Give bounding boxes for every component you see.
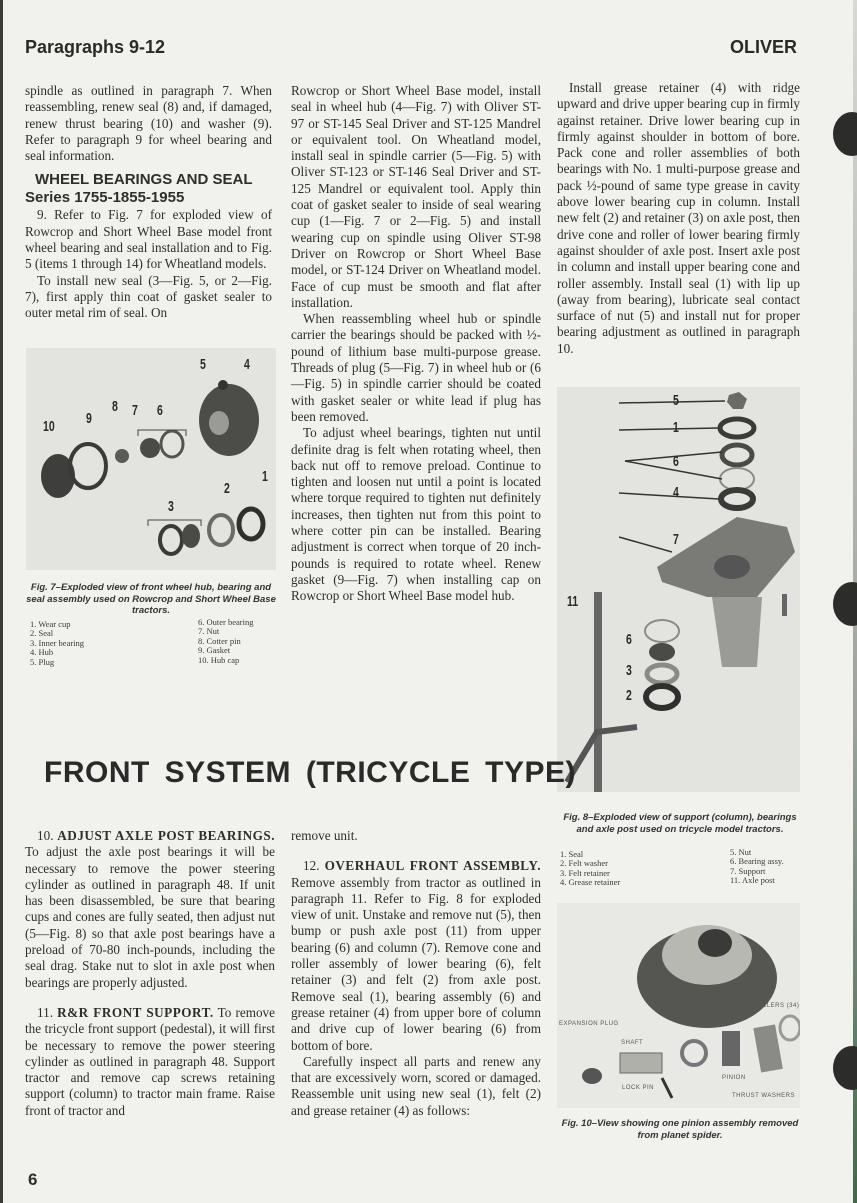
binder-hole-3 [833, 1046, 857, 1090]
column-2-text [291, 83, 541, 605]
legend-item: 1. Seal [560, 849, 584, 859]
legend-item: 4. Hub [30, 647, 54, 658]
paragraph-adjust: To adjust wheel bearings, tighten nut until definite drag is felt when rotating wheel, then back nut off to remove preload. Continue to tighten and loosen nut until a point is located where torque required to tighten nut definitely increases, then tighten nut from this point to where cotter pin can be installed. Bearing adjustment is correct when torque of 20 inch-pounds is required to rotate wheel. Renew gasket (9—Fig. 7) when installing cap on Rowcrop or Short Wheel Base model hub. [291, 425, 541, 604]
callout-4: 4 [244, 356, 250, 373]
legend-item: 9. Gasket [198, 645, 231, 656]
paragraph-number: 10. [37, 828, 54, 843]
paragraph-body: To remove the tricycle front support (pedestal), it will first be necessary to remove the power steering cylinder as outlined in paragraph 48. Support tractor and remove cap screws retaining support (column) to tractor main frame. Raise front of tractor and [25, 1004, 275, 1118]
binder-hole-2 [833, 582, 857, 626]
figure-8-legend-left [560, 850, 620, 888]
paragraph-11 [25, 1005, 275, 1119]
legend-item: 6. Bearing assy. [730, 856, 784, 867]
callout-7: 7 [132, 402, 138, 419]
legend-item: 6. Outer bearing [198, 617, 254, 627]
legend-item: 2. Seal [30, 628, 54, 639]
figure-7-legend-right [198, 618, 253, 665]
callout-6: 6 [673, 453, 679, 470]
callout-3: 3 [168, 498, 174, 515]
page-left-edge [0, 0, 3, 1203]
figure-8-caption: Fig. 8–Exploded view of support (column), bearings and axle post used on tricycle model tractors. [563, 812, 797, 835]
paragraph-continuation: remove unit. [291, 828, 358, 843]
label-shaft: SHAFT [621, 1040, 644, 1046]
running-header-right: OLIVER [730, 37, 798, 57]
legend-item: 10. Hub cap [198, 654, 240, 665]
legend-item: 8. Cotter pin [198, 635, 241, 646]
paragraph-seal-install: Rowcrop or Short Wheel Base model, install seal in wheel hub (4—Fig. 7) with Oliver ST-97 or ST-145 Seal Driver and ST-125 Mandrel or equivalent tool. On Wheatland model, install seal in spindle carrier (5—Fig. 5) with Oliver ST-123 or ST-146 Seal Driver and ST-125 Mandrel or equivalent tool. Apply thin coat of gasket sealer to inside of seal wearing cup (1—Fig. 7 or 2—Fig. 5) and install wearing cup on spindle using Oliver ST-98 Driver on Rowcrop or Short Wheel Base model, or ST-124 Driver on Wheatland model. Face of cup must be smooth and flat after installation. [291, 83, 541, 310]
binder-hole-1 [833, 112, 857, 156]
label-pinion: PINION [722, 1075, 746, 1081]
callout-3: 3 [626, 662, 632, 679]
paragraph-grease-retainer: Install grease retainer (4) with ridge upward and drive upper bearing cup in firmly against retainer. Drive lower bearing cup in firmly against shoulder in bottom of bore. Pack cone and roller assemblies of both bearings with No. 1 multi-purpose grease and pack ½-pound of same type grease in cavity above lower bearing cup in column. Install new felt (2) and retainer (3) on axle post, then drive cone and roller of lower bearing firmly against shoulder of axle post. Insert axle post in column and install upper bearing cone and roller assembly. Install seal (1) with lip up (away from bearing), lubricate seal contact surface of nut (5) and install nut for proper bearing adjustment as outlined in paragraph 10. [557, 80, 800, 356]
bottom-column-2-text [291, 828, 541, 1119]
running-header-left: Paragraphs 9-12 [25, 37, 166, 57]
column-3-text [557, 80, 800, 357]
figure-7-legend-left [30, 620, 84, 667]
figure-8-image [557, 387, 800, 792]
callout-9: 9 [86, 410, 92, 427]
paragraph-12 [291, 858, 541, 1054]
label-expansion-plug: EXPANSION PLUG [559, 1021, 619, 1027]
column-1-text [25, 83, 272, 322]
legend-item: 2. Felt washer [560, 858, 608, 869]
legend-item: 7. Support [730, 865, 766, 876]
figure-8-legend-right [730, 848, 784, 886]
page-number: 6 [28, 1170, 38, 1189]
paragraph-title: R&R FRONT SUPPORT. [57, 1004, 214, 1020]
callout-6: 6 [157, 402, 163, 419]
callout-5: 5 [673, 392, 679, 409]
callout-6-lower: 6 [626, 631, 632, 648]
legend-item: 3. Felt retainer [560, 867, 610, 878]
figure-10-caption: Fig. 10–View showing one pinion assembly removed from planet spider. [561, 1118, 799, 1141]
legend-item: 4. Grease retainer [560, 877, 621, 888]
callout-8: 8 [112, 398, 118, 415]
legend-item: 3. Inner bearing [30, 637, 85, 648]
paragraph-intro: spindle as outlined in paragraph 7. When reassembling, renew seal (8) and, if damaged, renew thrust bearing (10) and washer (9). Refer to paragraph 9 for wheel bearing and seal information. [25, 83, 272, 164]
section-subtitle: Series 1755-1855-1955 [25, 189, 185, 207]
callout-7: 7 [673, 531, 679, 548]
callout-4: 4 [673, 484, 679, 501]
paragraph-number: 11. [37, 1004, 53, 1020]
label-thrust-washers: THRUST WASHERS [732, 1093, 796, 1099]
section-title: WHEEL BEARINGS AND SEAL [35, 171, 253, 189]
label-lock-pin: LOCK PIN [622, 1085, 655, 1091]
label-rollers: ROLLERS (34) [753, 1003, 800, 1009]
legend-item: 5. Nut [730, 847, 752, 857]
paragraph-10 [25, 828, 275, 991]
callout-5: 5 [200, 356, 206, 373]
legend-item: 11. Axle post [730, 875, 775, 886]
bottom-column-1-text [25, 828, 275, 1119]
callout-1: 1 [262, 468, 268, 485]
figure-10-image [557, 903, 800, 1108]
paragraph-body: Remove assembly from tractor as outlined in paragraph 11. Refer to Fig. 8 for exploded view of unit. Unstake and remove nut (5), then bump or push axle post (11) from upper bearing (6) and column (7). Remove cone and roller assembly of lower bearing (6), felt retainer (3) and felt (2) from axle post. Remove seal (1), bearing assembly (6) and grease retainer (4) from upper bore of column and drive cup of lower bearing (6) from bottom of bore. [291, 874, 541, 1053]
callout-2: 2 [626, 687, 632, 704]
paragraph-number: 12. [303, 858, 320, 874]
paragraph-install-seal: To install new seal (3—Fig. 5, or 2—Fig. 7), first apply thin coat of gasket sealer to outer metal rim of seal. On [25, 272, 272, 321]
legend-item: 5. Plug [30, 656, 55, 667]
paragraph-reassembling: When reassembling wheel hub or spindle carrier the bearings should be packed with ½-pound of lithium base multi-purpose grease. Threads of plug (5—Fig. 7) in wheel hub or (6—Fig. 5) in spindle carrier should be coated with gasket sealer or white lead if plug has been removed. [291, 311, 541, 424]
paragraph-title: ADJUST AXLE POST BEARINGS. [57, 828, 276, 843]
callout-2: 2 [224, 480, 230, 497]
main-section-heading: FRONT SYSTEM (TRICYCLE TYPE) [44, 756, 577, 789]
legend-item: 1. Wear cup [30, 619, 71, 629]
figure-7-image [26, 348, 276, 570]
paragraph-9: 9. Refer to Fig. 7 for exploded view of Rowcrop and Short Wheel Base model front wheel bearing and seal installation and to Fig. 5 (items 1 through 14) for Wheatland models. [25, 207, 272, 272]
figure-7-caption: Fig. 7–Exploded view of front wheel hub, bearing and seal assembly used on Rowcrop and Short Wheel Base tractors. [26, 582, 276, 616]
legend-item: 7. Nut [198, 626, 220, 637]
exploded-hub-drawing [26, 348, 276, 570]
exploded-column-drawing [557, 387, 800, 792]
paragraph-title: OVERHAUL FRONT ASSEMBLY. [324, 858, 541, 874]
callout-1: 1 [673, 419, 679, 436]
callout-10: 10 [43, 418, 55, 435]
paragraph-inspect: Carefully inspect all parts and renew any that are excessively worn, scored or damaged. Reassemble unit using new seal (1), felt (2) and grease retainer (4) as follows: [291, 1053, 541, 1118]
paragraph-body: To adjust the axle post bearings it will be necessary to remove the power steering cylinder as outlined in paragraph 48. If unit has been disassembled, be sure that bearing cups and cones are fully seated, then adjust nut (5—Fig. 8) so that axle post bearings have a preload of 70-80 inch-pounds, including the seal drag. Stake nut to slot in axle post when bearings are properly adjusted. [25, 844, 275, 990]
callout-11: 11 [567, 593, 579, 610]
